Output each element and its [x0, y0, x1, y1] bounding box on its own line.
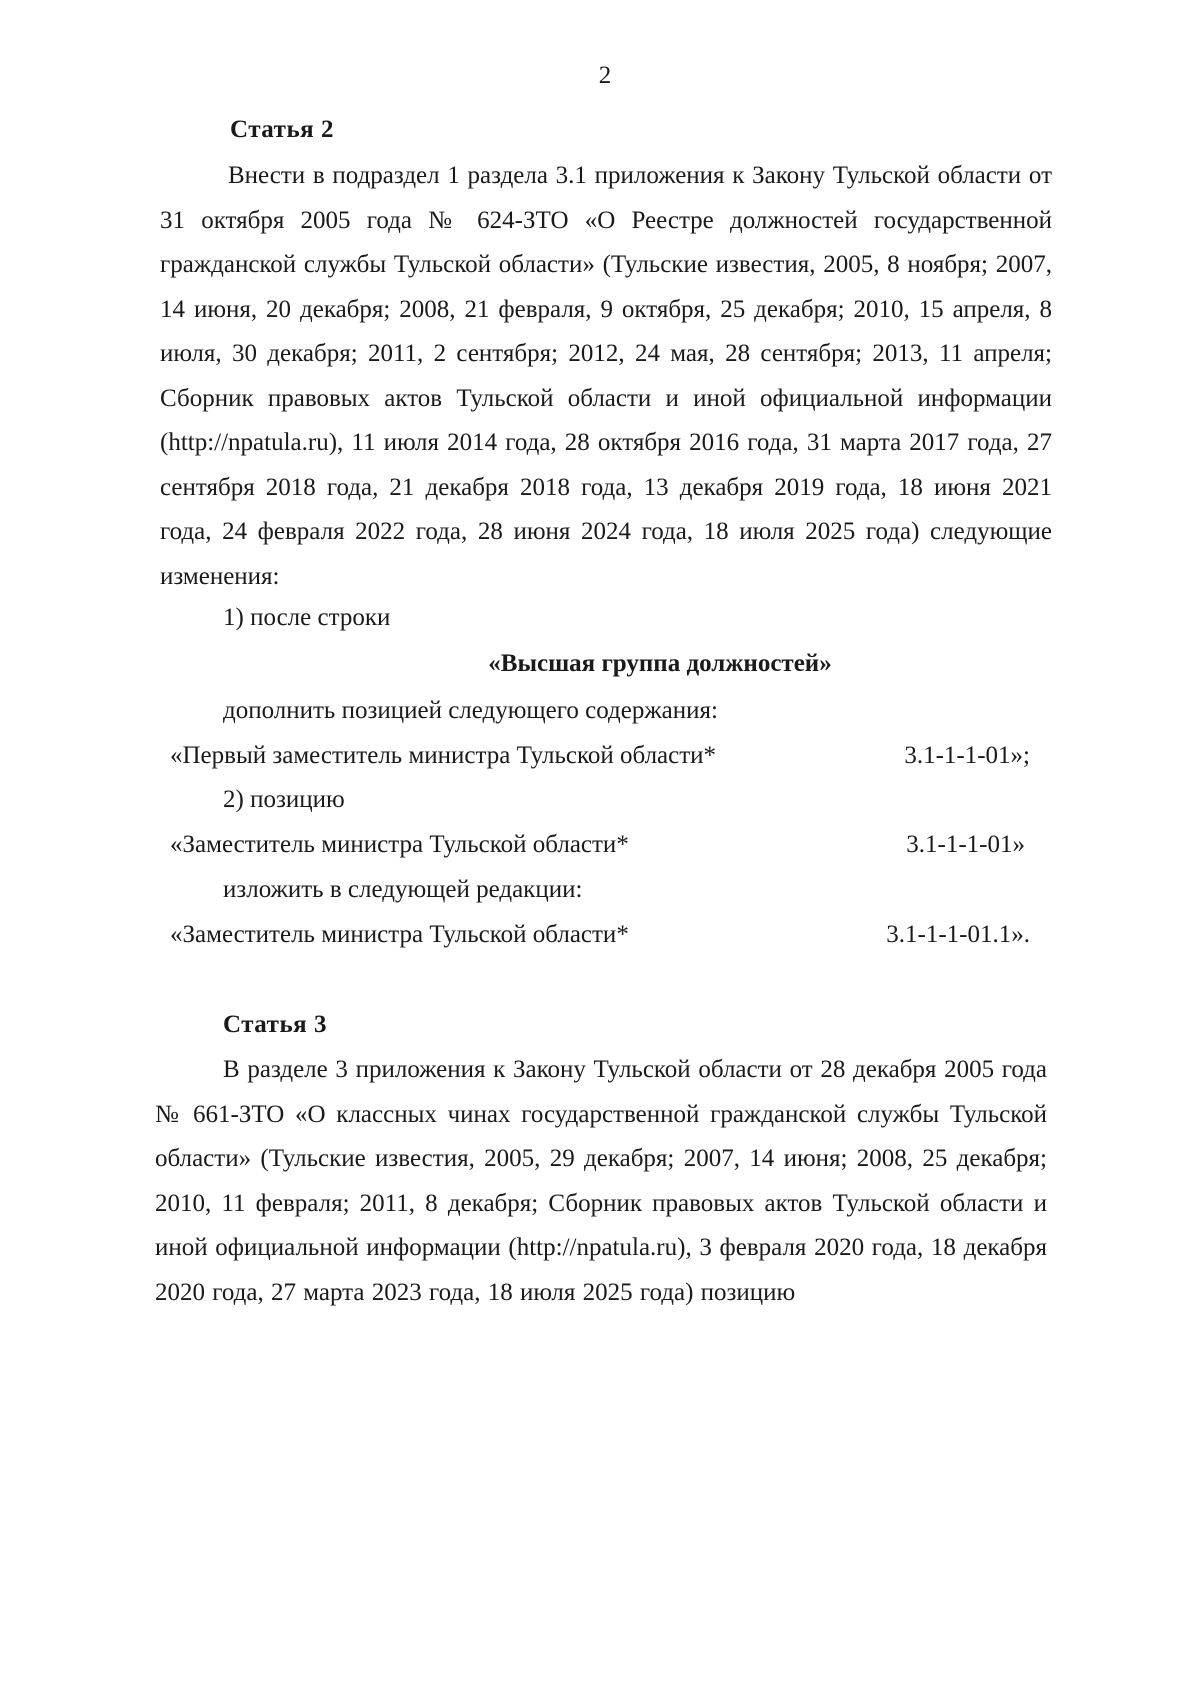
article-3-heading: Статья 3 [223, 1011, 327, 1038]
item-1-intro: 1) после строки [223, 604, 391, 631]
article-3-paragraph [155, 1048, 1047, 1315]
position-1-title: «Первый заместитель министра Тульской области* [170, 742, 717, 769]
position-1-code: 3.1-1-1-01»; [904, 742, 1030, 769]
group-title: «Высшая группа должностей» [488, 650, 832, 677]
page-number: 2 [598, 62, 612, 89]
restate-instruction: изложить в следующей редакции: [223, 876, 583, 903]
item-2-intro: 2) позицию [223, 786, 345, 813]
article-2-paragraph-text: Внести в подраздел 1 раздела 3.1 приложения к Закону Тульской области от 31 октября 2005 года № 624-ЗТО «О Реестре должностей государственной гражданской службы Тульской области» (Тульские известия, 2005, 8 ноября; 2007, 14 июня, 20 декабря; 2008, 21 февраля, 9 октября, 25 декабря; 2010, 15 апреля, 8 июля, 30 декабря; 2011, 2 сентября; 2012, 24 мая, 28 сентября; 2013, 11 апреля; Сборник правовых актов Тульской области и иной официальной информации (http://npatula.ru), 11 июля 2014 года, 28 октября 2016 года, 31 марта 2017 года, 27 сентября 2018 года, 21 декабря 2018 года, 13 декабря 2019 года, 18 июня 2021 года, 24 февраля 2022 года, 28 июня 2024 года, 18 июля 2025 года) следующие изменения: [160, 162, 1052, 590]
position-3-code: 3.1-1-1-01.1». [886, 921, 1030, 948]
supplement-instruction: дополнить позицией следующего содержания: [223, 697, 718, 724]
article-3-paragraph-text: В разделе 3 приложения к Закону Тульской области от 28 декабря 2005 года № 661-ЗТО «О классных чинах государственной гражданской службы Тульской области» (Тульские известия, 2005, 29 декабря; 2007, 14 июня; 2008, 25 декабря; 2010, 11 февраля; 2011, 8 декабря; Сборник правовых актов Тульской области и иной официальной информации (http://npatula.ru), 3 февраля 2020 года, 18 декабря 2020 года, 27 марта 2023 года, 18 июля 2025 года) позицию [155, 1056, 1047, 1306]
position-3-title: «Заместитель министра Тульской области* [170, 921, 629, 948]
article-2-paragraph [160, 154, 1052, 599]
article-2-heading: Статья 2 [230, 116, 334, 143]
position-2-code: 3.1-1-1-01» [906, 831, 1025, 858]
position-2-title: «Заместитель министра Тульской области* [170, 831, 629, 858]
